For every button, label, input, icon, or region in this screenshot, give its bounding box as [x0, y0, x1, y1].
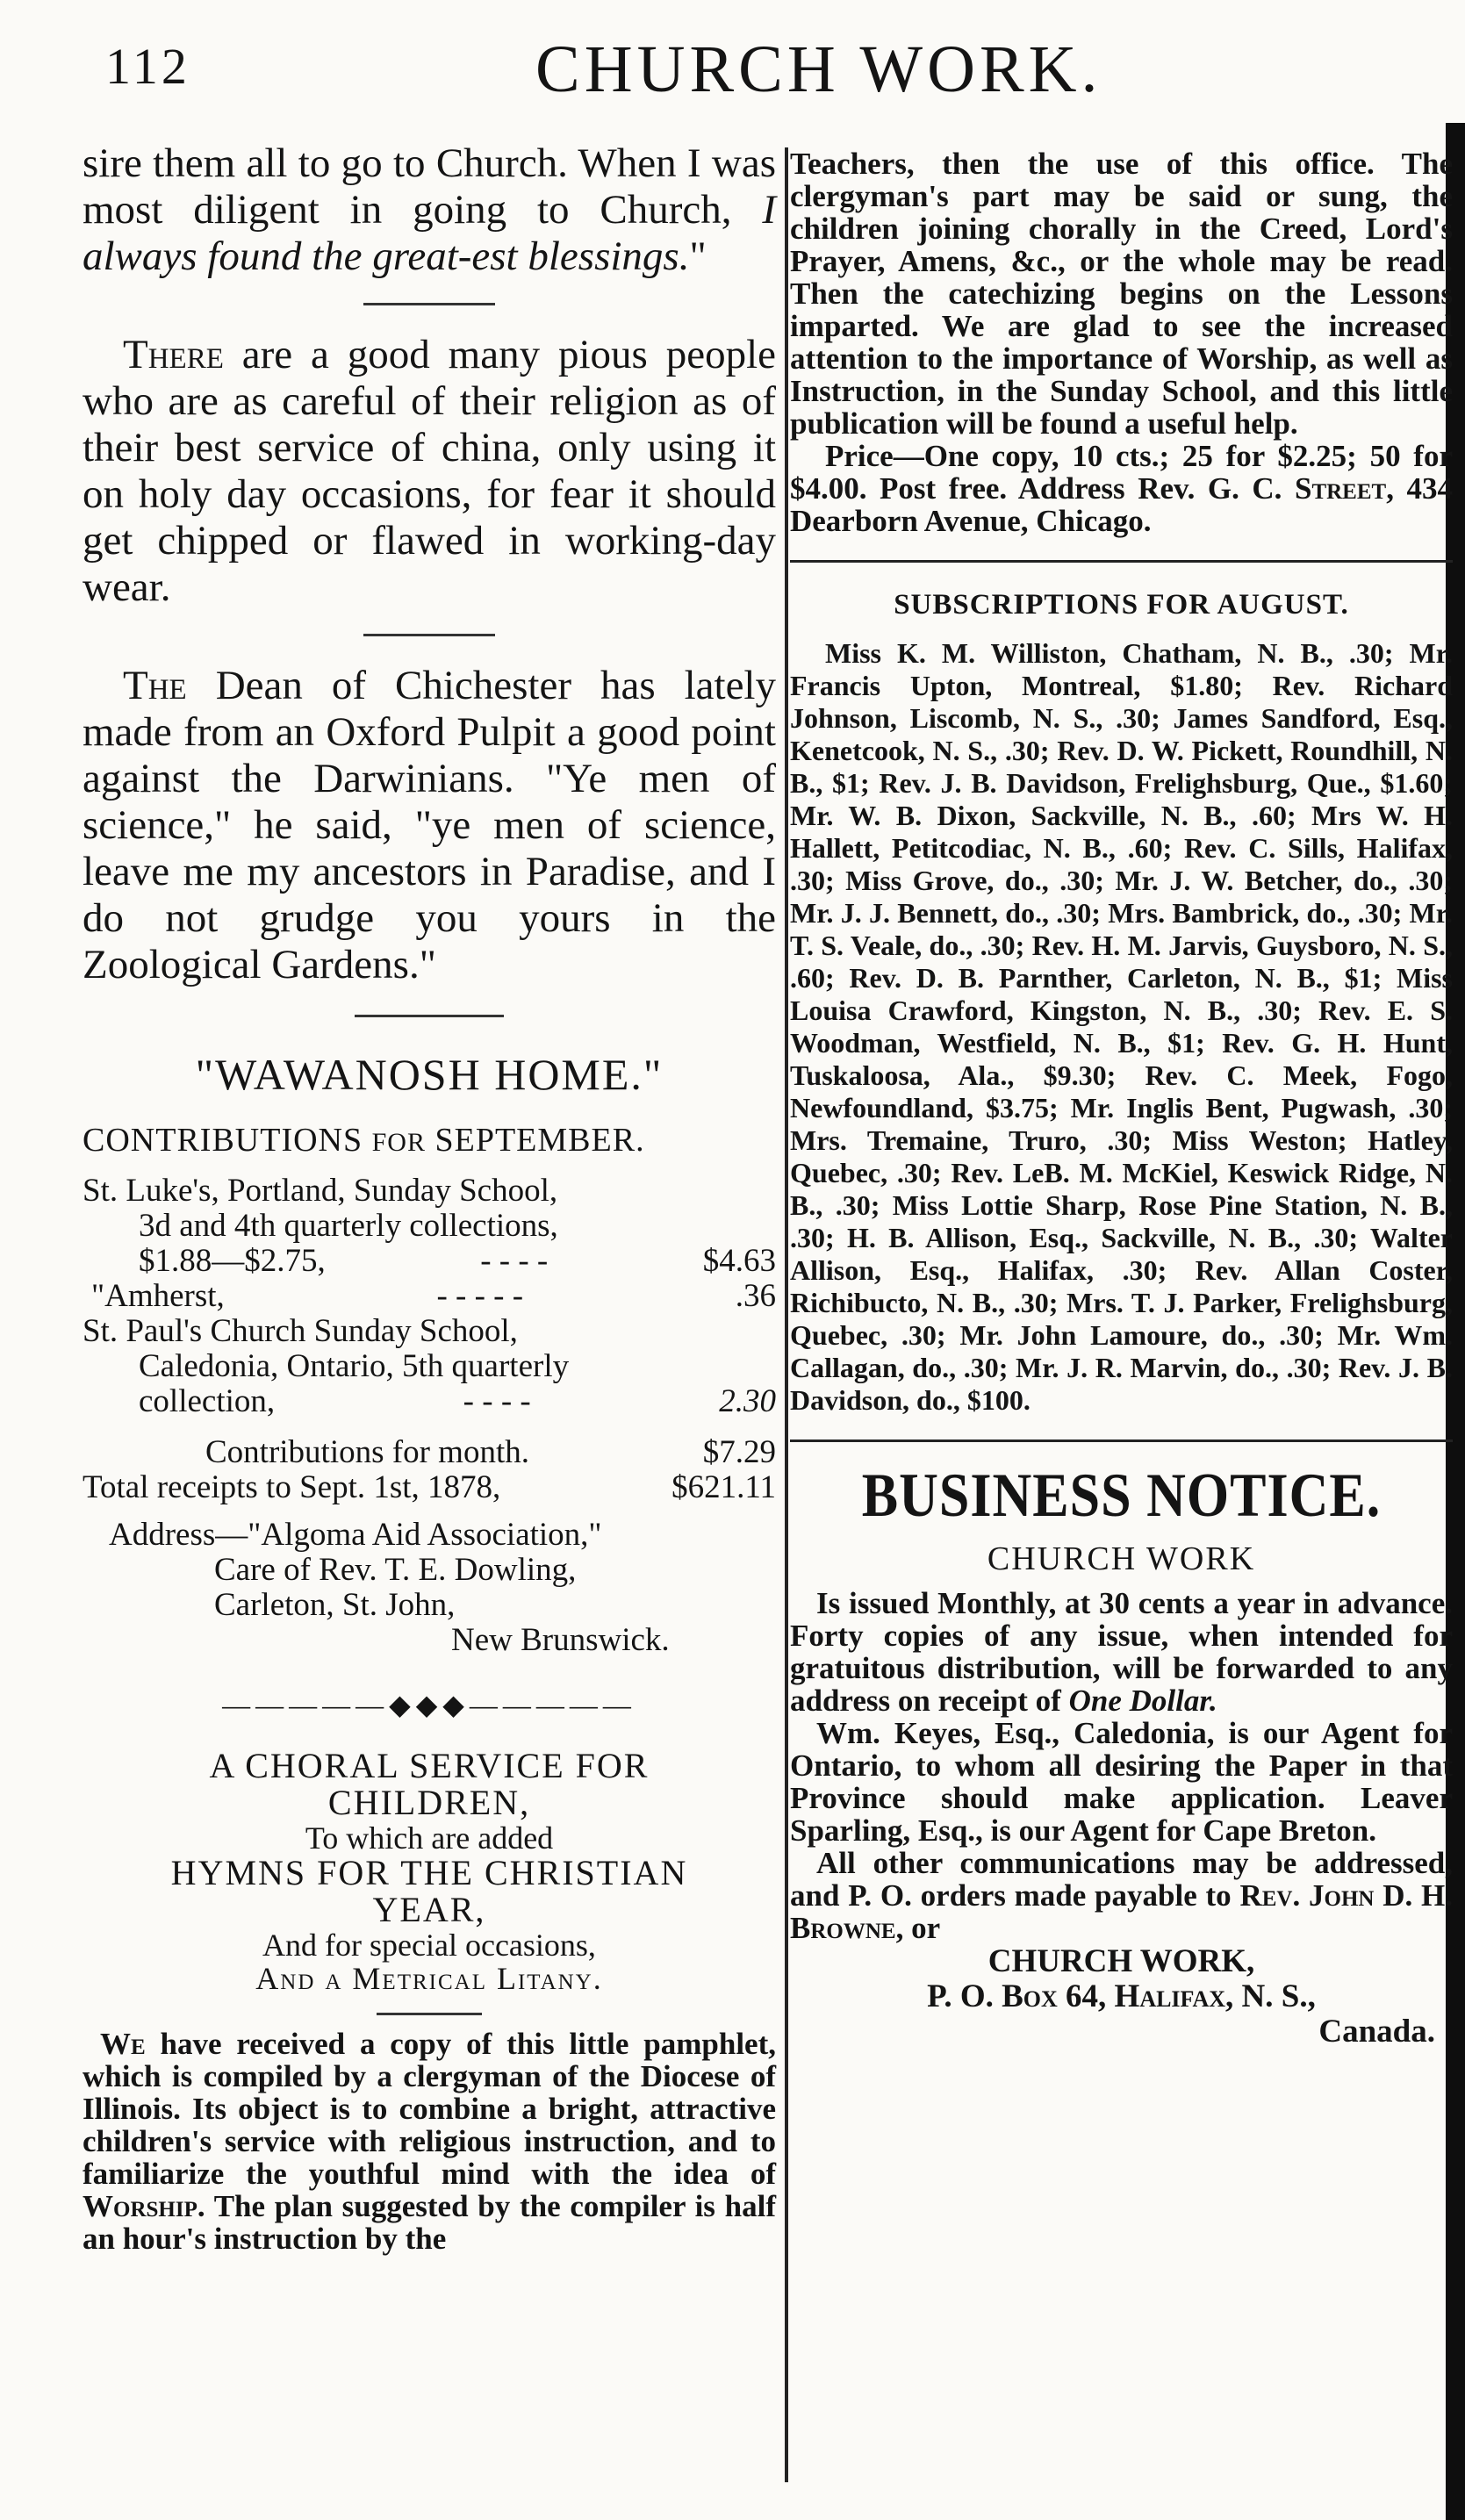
month-total: Contributions for month. $7.29: [205, 1434, 776, 1470]
contribution-entry: "Amherst, - - - - - .36: [91, 1278, 776, 1314]
section-divider: [355, 1015, 504, 1017]
paragraph-church-going: sire them all to go to Church. When I was most diligent in going to Church, I always found the great-est blessings.": [83, 140, 776, 279]
address-block: Address—"Algoma Aid Association," Care of Rev. T. E. Dowling, Carleton, St. John, New Brunswick.: [109, 1517, 670, 1658]
paragraph-teachers: Teachers, then the use of this office. The clergyman's part may be said or sung, the children joining chorally in the Creed, Lord's Prayer, Amens, &c., or the whole may be read. Then the catechizing begins on the Lessons imparted. We are glad to see the increased attention to the importance of Worship, as well as Instruction, in the Sunday School, and this little publication will be found a useful help.: [790, 147, 1453, 441]
total-receipts: Total receipts to Sept. 1st, 1878, $621.11: [83, 1469, 776, 1505]
contribution-entry: St. Paul's Church Sunday School, Caledonia, Ontario, 5th quarterly collection, - - - - 2.30: [83, 1313, 776, 1419]
column-rule: [785, 147, 788, 2482]
business-address: CHURCH WORK, P. O. Box 64, Halifax, N. S., Canada.: [927, 1943, 1435, 2050]
contributions-list: [83, 1174, 776, 1658]
subscriptions-list: Miss K. M. Williston, Chatham, N. B., .30; Mr. Francis Upton, Montreal, $1.80; Rev. Richard Johnson, Liscomb, N. S., .30; James Sandford, Esq., Kenetcook, N. S., .30; Rev. D. W. Pickett, Roundhill, N. B., $1; Rev. J. B. Davidson, Frelighsburg, Que., $1.60; Mr. W. B. Dixon, Sackville, N. B., .60; Mrs W. H. Hallett, Petitcodiac, N. B., .60; Rev. C. Sills, Halifax, .30; Miss Grove, do., .30; Mr. J. W. Betcher, do., .30; Mr. J. J. Bennett, do., .30; Mrs. Bambrick, do., .30; Mr. T. S. Veale, do., .30; Rev. H. M. Jarvis, Guysboro, N. S., .60; Rev. D. B. Parnther, Carleton, N. B., $1; Miss Louisa Crawford, Kingston, N. B., .30; Rev. E. S. Woodman, Westfield, N. B., $1; Rev. G. H. Hunt, Tuskaloosa, Ala., $9.30; Rev. C. Meek, Fogo, Newfoundland, $3.75; Mr. Inglis Bent, Pugwash, .30; Mrs. Tremaine, Truro, .30; Miss Weston; Hatley, Quebec, .30; Rev. LeB. M. McKiel, Keswick Ridge, N. B., .30; Miss Lottie Sharp, Rose Pine Station, N. B., .30; H. B. Allison, Esq., Sackville, N. B., .30; Walter Allison, Esq., Halifax, .30; Rev. Allan Coster, Richibucto, N. B., .30; Mrs. T. J. Parker, Frelighsburg, Quebec, .30; Mr. John Lamoure, do., .30; Mr. Wm. Callagan, do., .30; Mr. J. R. Marvin, do., .30; Rev. J. B. Davidson, do., $100.: [790, 637, 1453, 1416]
section-divider: [363, 303, 495, 305]
paragraph-dean-chichester: The Dean of Chichester has lately made from an Oxford Pulpit a good point against the Darwinians. "Ye men of science," he said, "ye men of science, leave me my ancestors in Paradise, and I do not grudge you yours in the Zoological Gardens.": [83, 663, 776, 987]
amount: 2.30: [719, 1383, 776, 1419]
horizontal-rule: [790, 560, 1453, 563]
horizontal-rule: [790, 1439, 1453, 1442]
section-divider: [377, 2013, 482, 2015]
choral-service-notice: A CHORAL SERVICE FOR CHILDREN, To which are added HYMNS FOR THE CHRISTIAN YEAR, And for special occasions, And a Metrical Litany.: [170, 1746, 688, 1996]
right-column: [790, 147, 1453, 2050]
business-notice-heading: BUSINESS NOTICE.: [861, 1461, 1382, 1531]
amount: $4.63: [702, 1243, 776, 1279]
contributions-heading: CONTRIBUTIONS FOR SEPTEMBER.: [83, 1122, 645, 1159]
paragraph-price: Price—One copy, 10 cts.; 25 for $2.25; 50 for $4.00. Post free. Address Rev. G. C. Street, 434 Dearborn Avenue, Chicago.: [790, 439, 1454, 538]
left-column: [83, 140, 776, 2255]
contribution-entry: St. Luke's, Portland, Sunday School, 3d and 4th quarterly collections, $1.88—$2.75, - - - - $4.63: [83, 1173, 776, 1279]
paragraph-issued-monthly: Is issued Monthly, at 30 cents a year in advance. Forty copies of any issue, when intended for gratuitous distribution, will be forwarded to any address on receipt of One Dollar.: [790, 1586, 1453, 1718]
page-number: 112: [105, 38, 190, 95]
paragraph-agents: Wm. Keyes, Esq., Caledonia, is our Agent for Ontario, to whom all desiring the Paper in that Province should make application. Leaver Sparling, Esq., is our Agent for Cape Breton.: [790, 1716, 1453, 1848]
paragraph-communications: All other communications may be addressed, and P. O. orders made payable to Rev. John D. H. Browne, or: [790, 1846, 1454, 1945]
paragraph-pamphlet: We have received a copy of this little pamphlet, which is compiled by a clergyman of the Diocese of Illinois. Its object is to combine a bright, attractive children's service with religious instruction, and to familiarize the youthful mind with the idea of Worship. The plan suggested by the compiler is half an hour's instruction by the: [83, 2027, 776, 2256]
paragraph-pious-people: There are a good many pious people who are as careful of their religion as of their best service of china, only using it on holy day occasions, for fear it should get chipped or flawed in working-day wear.: [83, 332, 776, 610]
ornament-rule: —————◆◆◆—————: [222, 1689, 636, 1720]
wawanosh-title: "WAWANOSH HOME.": [195, 1050, 664, 1099]
amount: .36: [735, 1278, 776, 1314]
section-divider: [363, 634, 495, 636]
business-notice-subheading: CHURCH WORK: [987, 1540, 1256, 1577]
subscriptions-heading: SUBSCRIPTIONS FOR AUGUST.: [894, 589, 1349, 621]
running-title: CHURCH WORK.: [535, 32, 1102, 106]
